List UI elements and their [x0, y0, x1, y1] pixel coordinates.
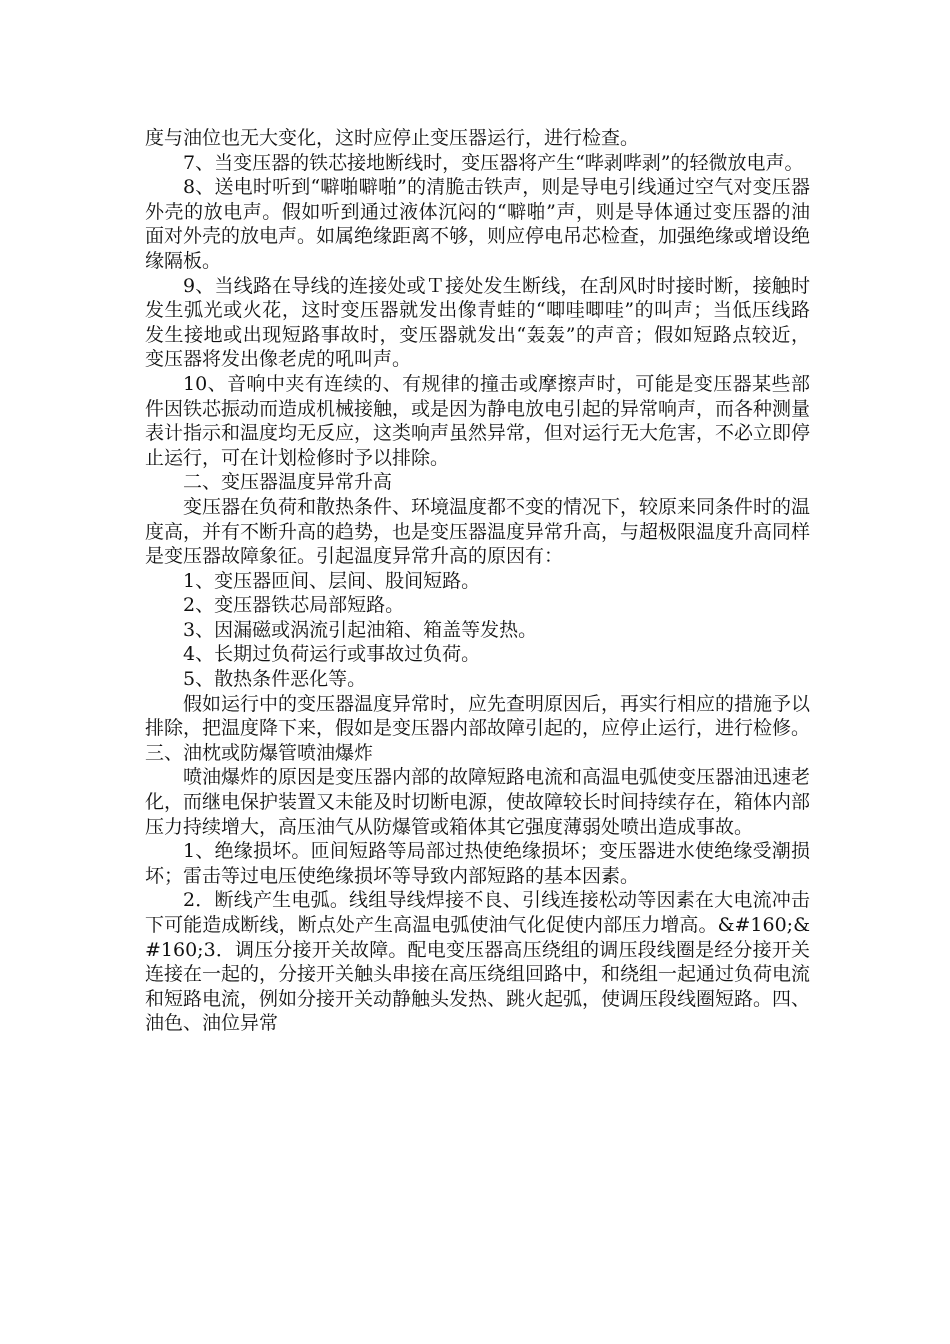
paragraph-item-10: 10、音响中夹有连续的、有规律的撞击或摩擦声时，可能是变压器某些部件因铁芯振动而造成机械接触，或是因为静电放电引起的异常响声，而各种测量表计指示和温度均无反应，这类响声虽然异常，但对运行无大危害，不必立即停止运行，可在计划检修时予以排除。: [145, 372, 811, 469]
paragraph-arc-and-tap-changer: 2．断线产生电弧。线组导线焊接不良、引线连接松动等因素在大电流冲击下可能造成断线，断点处产生高温电弧使油气化促使内部压力增高。&#160;&#160;3．调压分接开关故障。配电变压器高压绕组的调压段线圈是经分接开关连接在一起的，分接开关触头串接在高压绕组回路中，和绕组一起通过负荷电流和短路电流，例如分接开关动静触头发热、跳火起弧，使调压段线圈短路。四、油色、油位异常: [145, 889, 811, 1035]
list-item-cause-2: 2、变压器铁芯局部短路。: [183, 594, 405, 617]
paragraph-item-8: 8、送电时听到“噼啪噼啪”的清脆击铁声，则是导电引线通过空气对变压器外壳的放电声。假如听到通过液体沉闷的“噼啪”声，则是导体通过变压器的油面对外壳的放电声。如属绝缘距离不够，则应停电吊芯检查，加强绝缘或增设绝缘隔板。: [145, 176, 811, 272]
list-item-cause-4: 4、长期过负荷运行或事故过负荷。: [183, 643, 481, 666]
document-page: [145, 126, 810, 1036]
paragraph-continuation: 度与油位也无大变化，这时应停止变压器运行，进行检查。: [145, 127, 640, 149]
section-heading-2: 二、变压器温度异常升高: [183, 471, 393, 494]
paragraph-explosion-cause: 喷油爆炸的原因是变压器内部的故障短路电流和高温电弧使变压器油迅速老化，而继电保护装置又未能及时切断电源，使故障较长时间持续存在，箱体内部压力持续增大，高压油气从防爆管或箱体其它强度薄弱处喷出造成事故。: [145, 766, 811, 838]
paragraph-temperature-handling: 假如运行中的变压器温度异常时，应先查明原因后，再实行相应的措施予以排除，把温度降下来，假如是变压器内部故障引起的，应停止运行，进行检修。三、油枕或防爆管喷油爆炸: [145, 692, 811, 764]
list-item-cause-3: 3、因漏磁或涡流引起油箱、箱盖等发热。: [183, 618, 538, 641]
list-item-cause-5: 5、散热条件恶化等。: [183, 668, 367, 691]
list-item-cause-1: 1、变压器匝间、层间、股间短路。: [183, 569, 481, 592]
paragraph-insulation-damage: 1、绝缘损坏。匝间短路等局部过热使绝缘损坏；变压器进水使绝缘受潮损坏；雷击等过电压使绝缘损坏等导致内部短路的基本因素。: [145, 840, 810, 887]
paragraph-item-9: 9、当线路在导线的连接处或Ｔ接处发生断线，在刮风时时接时断，接触时发生弧光或火花，这时变压器就发出像青蛙的“唧哇唧哇”的叫声；当低压线路发生接地或出现短路事故时，变压器就发出“轰轰”的声音；假如短路点较近，变压器将发出像老虎的吼叫声。: [145, 274, 810, 371]
paragraph-temperature-intro: 变压器在负荷和散热条件、环境温度都不变的情况下，较原来同条件时的温度高，并有不断升高的趋势，也是变压器温度异常升高，与超极限温度升高同样是变压器故障象征。引起温度异常升高的原因有：: [145, 495, 811, 568]
paragraph-item-7: 7、当变压器的铁芯接地断线时，变压器将产生“哔剥哔剥”的轻微放电声。: [183, 151, 804, 174]
